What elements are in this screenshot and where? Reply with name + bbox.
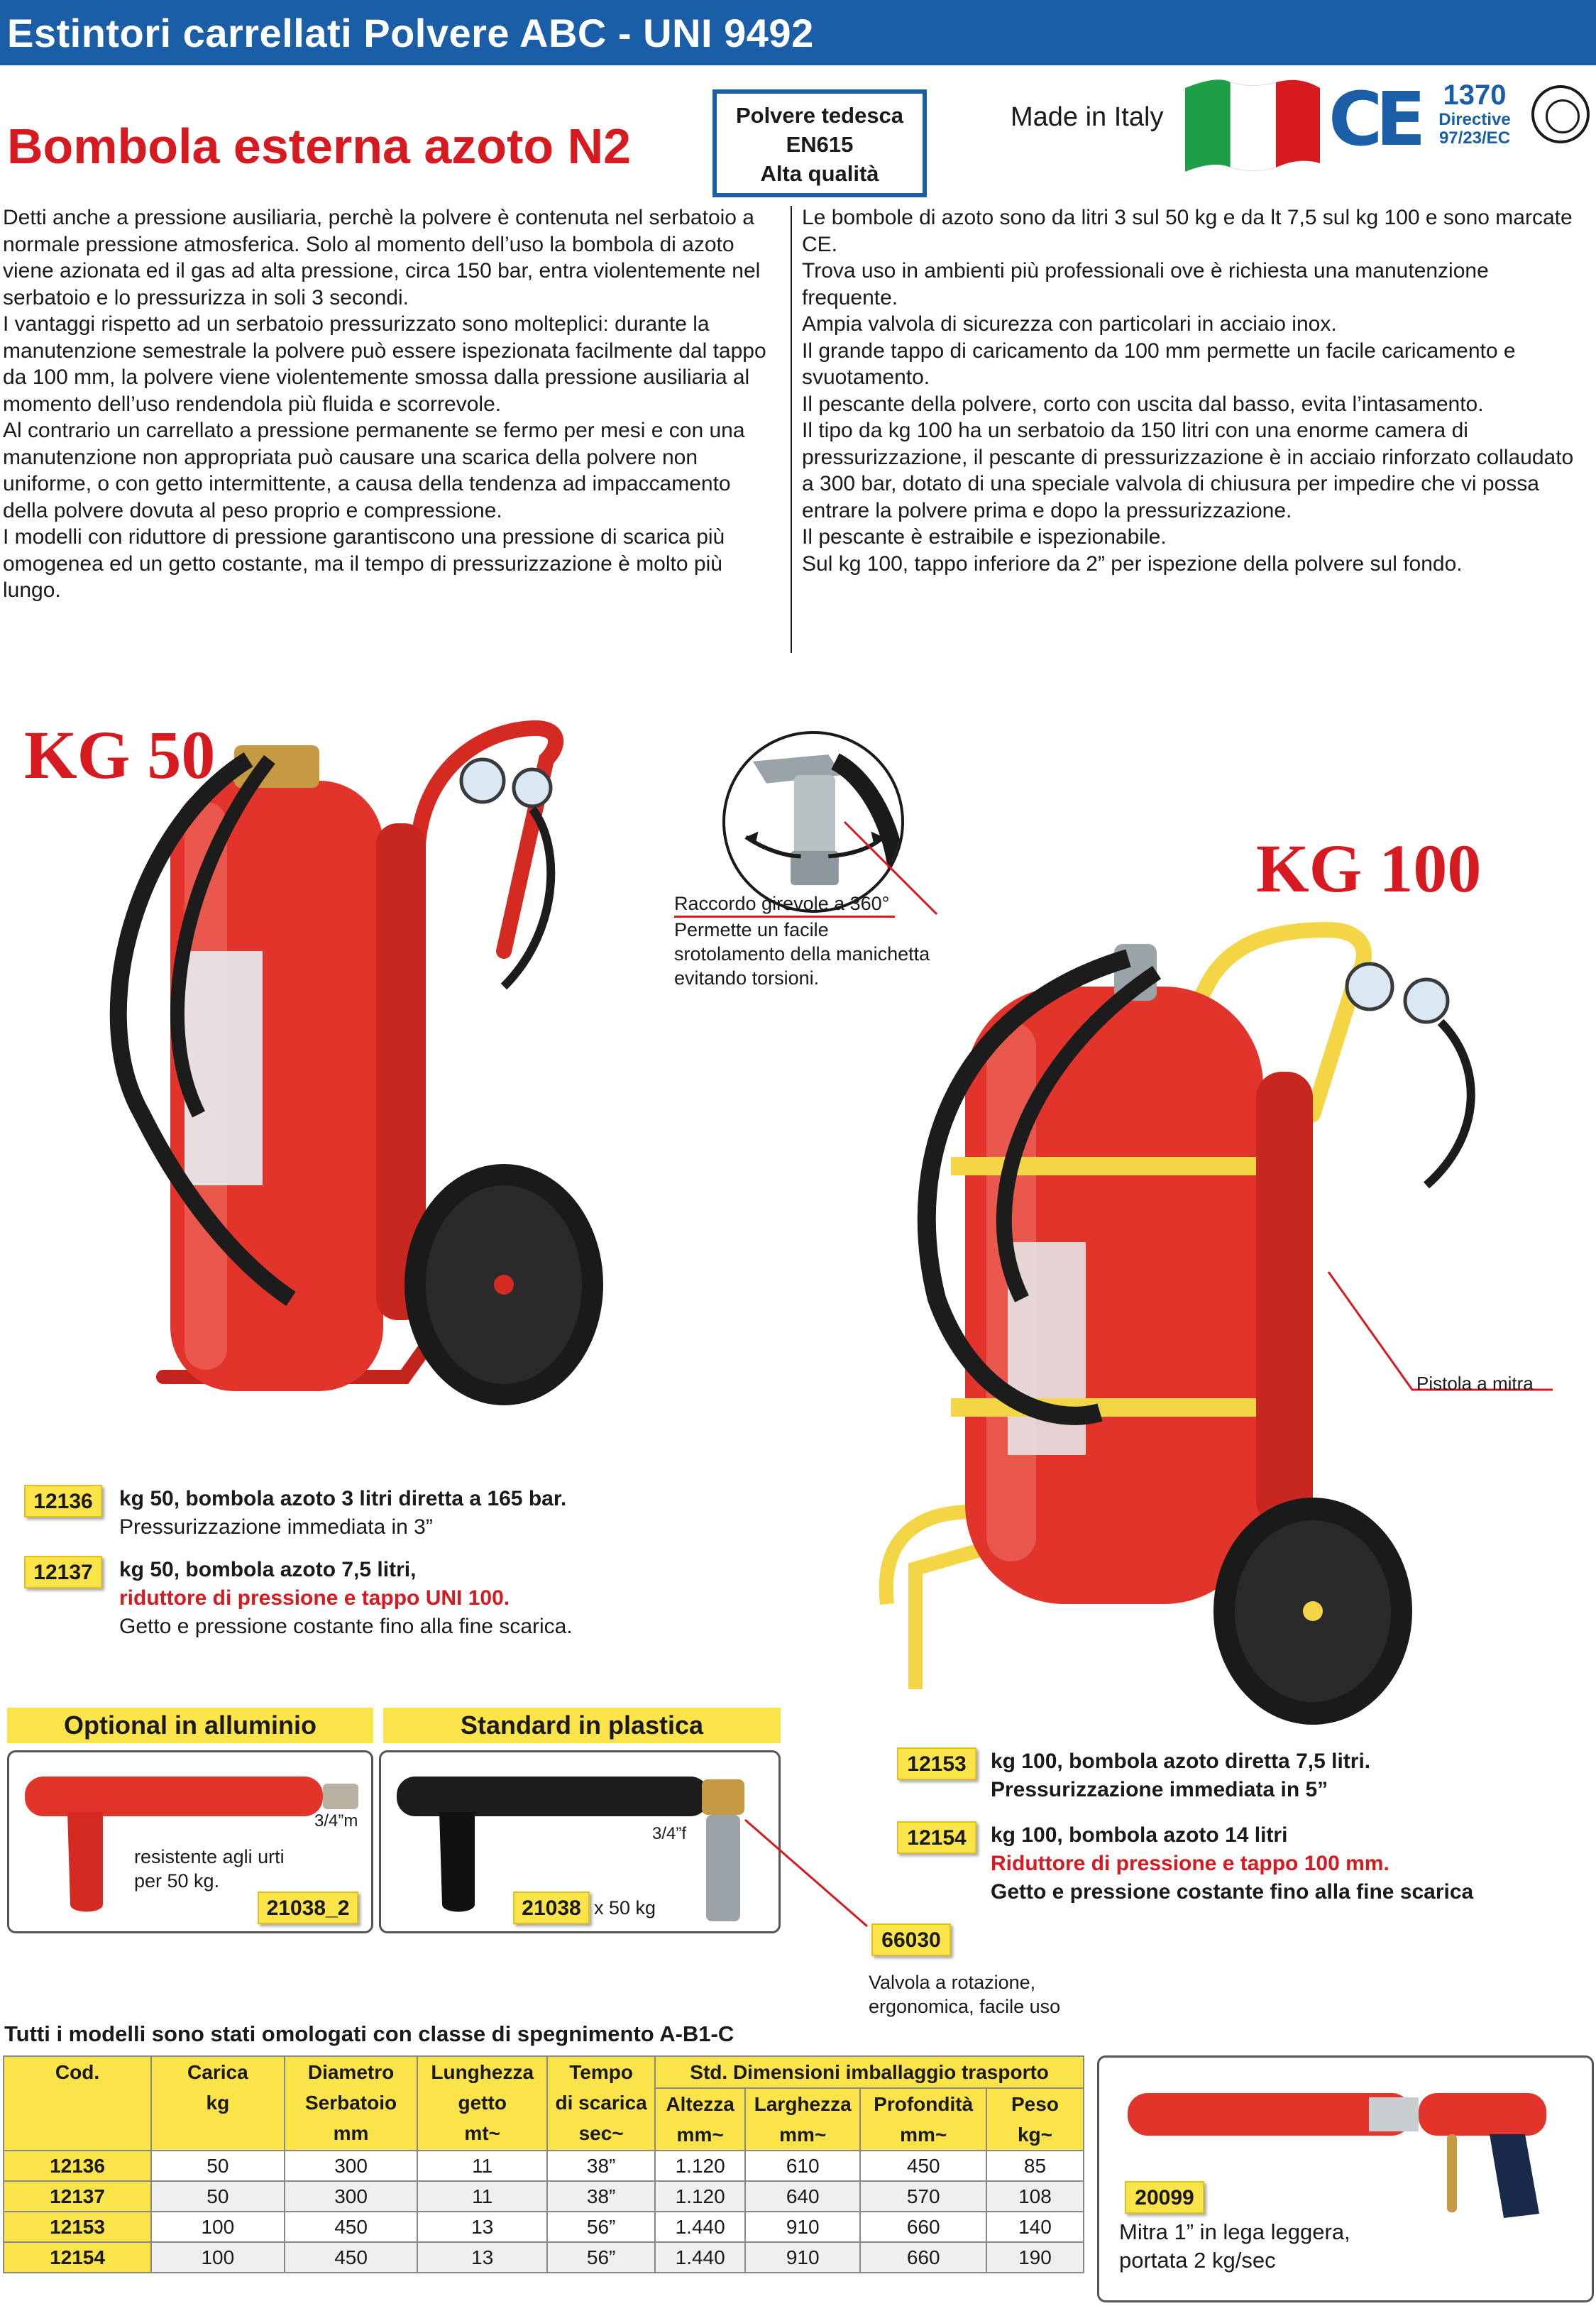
paragraph: Il tipo da kg 100 ha un serbatoio da 150 litri con una enorme camera di pressurizzazione, il pescante di pressurizzazione è in acciaio rinforzato collaudato a 300 bar, dotato di una speciale valvola di chiusura per impedire che vi possa entrare la polvere prima e dopo la pressurizzazione.	[802, 419, 1574, 522]
optional-note	[134, 1845, 285, 1893]
made-in-italy-label: Made in Italy	[1011, 102, 1164, 132]
paragraph: I vantaggi rispetto ad un serbatoio pressurizzato sono molteplici: durante la manutenzione semestrale la polvere può essere ispezionata facilmente dal tappo da 100 mm, la polvere viene violentemente smossa dalla pressione ausiliaria al momento dell’uso rendendola più fluida e scorrevole.	[3, 312, 766, 416]
directive-label: Directive	[1438, 110, 1511, 129]
quality-box	[712, 89, 927, 197]
product-line: Getto e pressione costante fino alla fine scarica.	[119, 1615, 573, 1638]
product-line: Pressurizzazione immediata in 3”	[119, 1515, 433, 1539]
paragraph: Al contrario un carrellato a pressione permanente se fermo per mesi e con una manutenzione non appropriata può causare una scarica della polvere non uniforme, o con getto intermittente, a causa della tendenza ad impaccamento della polvere dovuta al peso proprio e compressione.	[3, 419, 745, 522]
col-header-height: Altezza mm~	[655, 2088, 745, 2151]
product-line: kg 100, bombola azoto diretta 7,5 litri.	[991, 1750, 1371, 1773]
paragraph: Il pescante è estraibile e ispezionabile.	[802, 525, 1167, 549]
product-line: kg 50, bombola azoto 7,5 litri,	[119, 1558, 417, 1581]
product-line: kg 100, bombola azoto 14 litri	[991, 1823, 1288, 1847]
col-header-discharge-time: Tempo di scarica sec~	[547, 2056, 655, 2151]
product-line: riduttore di pressione e tappo UNI 100.	[119, 1586, 510, 1610]
gun-caption: Pistola a mitra	[1416, 1373, 1534, 1394]
lance-caption-line: Mitra 1” in lega leggera,	[1119, 2219, 1350, 2244]
certification-seal-icon	[1531, 85, 1590, 143]
product-description	[991, 1821, 1473, 1906]
table-title: Tutti i modelli sono stati omologati con classe di spegnimento A-B1-C	[4, 2021, 734, 2046]
quality-line-3: Alta qualità	[760, 161, 879, 186]
product-code-badge: 12154	[897, 1821, 976, 1854]
page-title: Estintori carrellati Polvere ABC - UNI 9492	[7, 11, 814, 55]
optional-note-line: resistente agli urti	[134, 1846, 285, 1867]
table-row: 12153 100 450 13 56” 1.440 910 660 140	[4, 2212, 1084, 2242]
col-header-charge: Carica kg	[151, 2056, 285, 2151]
paragraph: Il pescante della polvere, corto con uscita dal basso, evita l’intasamento.	[802, 392, 1484, 416]
lance-caption	[1119, 2218, 1350, 2275]
paragraph: Trova uso in ambienti più professionali ove è richiesta una manutenzione frequente.	[802, 259, 1489, 309]
swivel-caption-line: evitando torsioni.	[674, 967, 820, 989]
lance-caption-line: portata 2 kg/sec	[1119, 2248, 1276, 2273]
col-header-diameter: Diametro Serbatoio mm	[285, 2056, 418, 2151]
italian-flag-icon	[1181, 75, 1323, 175]
col-header-depth: Profondità mm~	[860, 2088, 986, 2151]
paragraph: Sul kg 100, tappo inferiore da 2” per ispezione della polvere sul fondo.	[802, 551, 1463, 576]
product-description	[119, 1556, 573, 1641]
swivel-caption-line: Permette un facile	[674, 919, 829, 940]
header-band	[0, 0, 1596, 65]
quality-line-1: Polvere tedesca	[735, 103, 904, 128]
product-code-badge: 20099	[1125, 2181, 1204, 2214]
kg50-title: KG 50	[24, 717, 216, 793]
spec-table	[3, 2055, 1084, 2273]
table-row: 12137 50 300 11 38” 1.120 640 570 108	[4, 2181, 1084, 2212]
swivel-caption-line: Raccordo girevole a 360°	[674, 891, 895, 918]
paragraph: Ampia valvola di sicurezza con particolari in acciaio inox.	[802, 312, 1337, 336]
paragraph: Le bombole di azoto sono da litri 3 sul 50 kg e da lt 7,5 sul kg 100 e sono marcate CE.	[802, 206, 1573, 256]
directive-code: 97/23/EC	[1438, 128, 1511, 148]
product-code-badge: 66030	[871, 1923, 951, 1956]
ce-mark: CE	[1328, 76, 1419, 163]
product-line: Riduttore di pressione e tappo 100 mm.	[991, 1852, 1389, 1875]
product-description	[119, 1485, 566, 1542]
optional-thread: 3/4”m	[314, 1811, 358, 1830]
table-row: 12154 100 450 13 56” 1.440 910 660 190	[4, 2242, 1084, 2273]
lance-panel	[1097, 2055, 1594, 2302]
notified-body-number: 1370	[1443, 79, 1507, 111]
product-code-badge: 12153	[897, 1747, 976, 1780]
valve-caption-line: Valvola a rotazione,	[869, 1972, 1036, 1993]
product-line: Pressurizzazione immediata in 5”	[991, 1778, 1328, 1801]
paragraph: Detti anche a pressione ausiliaria, perchè la polvere è contenuta nel serbatoio a normale pressione atmosferica. Solo al momento dell’uso la bombola di azoto viene azionata ed il gas ad alta pressione, circa 150 bar, entra violentemente nel serbatoio e lo pressurizza in soli 3 secondi.	[3, 206, 761, 309]
product-line: kg 50, bombola azoto 3 litri diretta a 165 bar.	[119, 1487, 567, 1510]
product-code-badge: 21038_2	[258, 1892, 358, 1924]
optional-panel-title: Optional in alluminio	[7, 1708, 373, 1743]
col-header-packaging-group: Std. Dimensioni imballaggio trasporto	[655, 2056, 1084, 2088]
kg100-title: KG 100	[1256, 830, 1482, 906]
text-column-right	[802, 204, 1590, 577]
col-header-jet-length: Lunghezza getto mt~	[417, 2056, 547, 2151]
product-code-badge: 12136	[24, 1485, 102, 1517]
col-header-weight: Peso kg~	[986, 2088, 1084, 2151]
text-column-left	[3, 204, 779, 604]
valve-caption-line: ergonomica, facile uso	[869, 1996, 1061, 2017]
col-header-width: Larghezza mm~	[745, 2088, 860, 2151]
standard-panel	[379, 1750, 781, 1933]
optional-note-line: per 50 kg.	[134, 1870, 220, 1892]
paragraph: Il grande tappo di caricamento da 100 mm permette un facile caricamento e svuotamento.	[802, 339, 1516, 389]
quality-line-2: EN615	[786, 132, 854, 157]
col-header-code: Cod.	[4, 2056, 151, 2151]
section-subtitle: Bombola esterna azoto N2	[7, 119, 632, 174]
extinguisher-kg50-image	[106, 717, 717, 1427]
standard-suffix: x 50 kg	[594, 1897, 656, 1918]
product-line: Getto e pressione costante fino alla fine scarica	[991, 1880, 1474, 1904]
valve-caption	[869, 1970, 1060, 2019]
paragraph: I modelli con riduttore di pressione garantiscono una pressione di scarica più omogenea ed un getto costante, ma il tempo di pressurizzazione è molto più lungo.	[3, 525, 725, 602]
directive-block	[1432, 79, 1517, 148]
table-row: 12136 50 300 11 38” 1.120 610 450 85	[4, 2151, 1084, 2181]
product-description	[991, 1747, 1370, 1804]
product-code-badge: 21038	[513, 1892, 590, 1924]
valve-pointer-line	[742, 1817, 870, 1931]
product-code-badge: 12137	[24, 1556, 102, 1588]
swivel-caption-line: srotolamento della manichetta	[674, 943, 930, 965]
column-divider	[791, 206, 792, 653]
optional-panel	[7, 1750, 373, 1933]
standard-panel-title: Standard in plastica	[383, 1708, 781, 1743]
standard-thread: 3/4”f	[652, 1824, 687, 1843]
